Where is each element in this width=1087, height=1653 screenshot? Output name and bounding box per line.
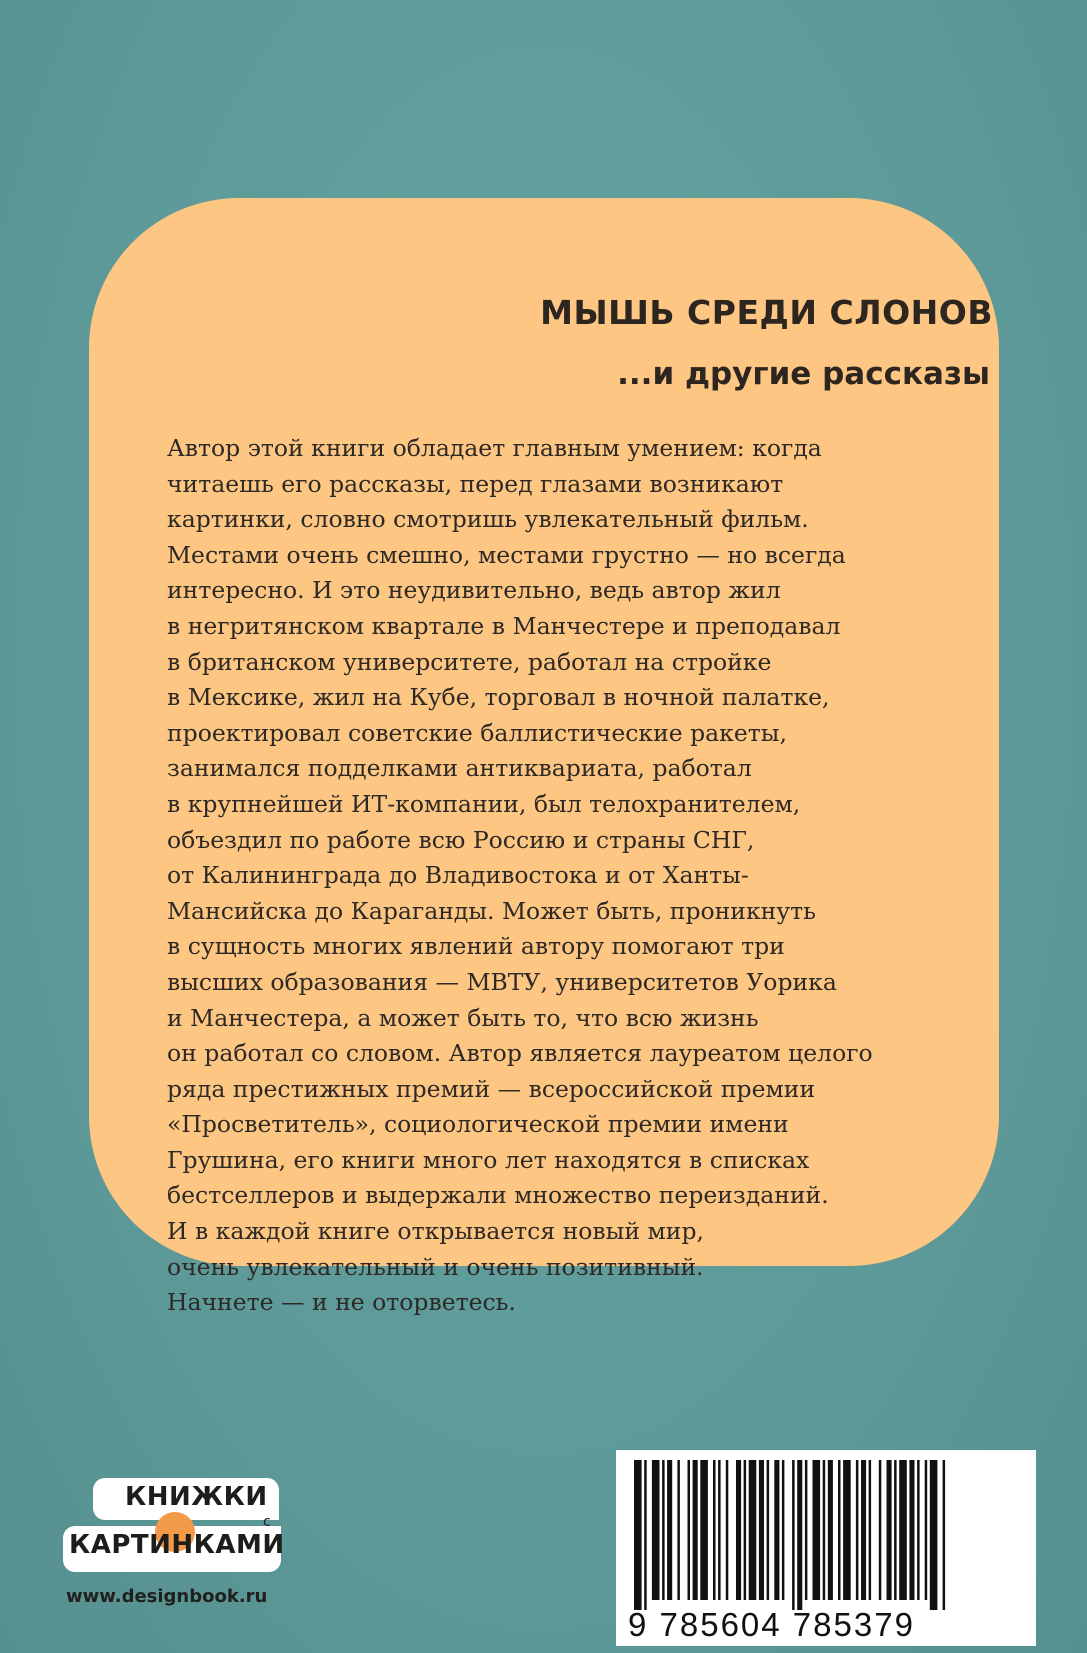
barcode-bar <box>726 1460 729 1600</box>
barcode-bar <box>736 1460 741 1600</box>
barcode-bar <box>887 1460 892 1600</box>
barcode-bar <box>667 1460 672 1600</box>
logo-top-word: КНИЖКИ <box>125 1482 268 1512</box>
barcode-bar <box>879 1460 882 1600</box>
barcode-bar <box>899 1460 907 1600</box>
barcode-bar <box>744 1460 747 1600</box>
description-line: «Просветитель», социологической премии имени <box>167 1110 789 1139</box>
description-line: от Калининграда до Владивостока и от Ханты- <box>167 861 749 890</box>
barcode-bar <box>805 1460 808 1600</box>
description-line: и Манчестера, а может быть то, что всю жизнь <box>167 1003 759 1032</box>
barcode-bar <box>652 1460 660 1600</box>
barcode-bar <box>828 1460 833 1600</box>
description-line: в британском университете, работал на стройке <box>167 647 772 676</box>
barcode-bar <box>843 1460 851 1600</box>
publisher-site: www.designbook.ru <box>66 1586 268 1607</box>
barcode-bars-icon <box>634 1460 1018 1610</box>
description-line: в крупнейшей ИТ-компании, был телохранителем, <box>167 789 801 818</box>
description-line: занимался подделками антиквариата, работал <box>167 754 752 783</box>
book-description <box>167 431 967 1321</box>
description-line: Начнете — и не оторветесь. <box>167 1288 516 1317</box>
description-line: интересно. И это неудивительно, ведь автор жил <box>167 576 781 605</box>
description-line: Местами очень смешно, местами грустно — но всегда <box>167 540 846 569</box>
description-line: проектировал советские баллистические ракеты, <box>167 718 787 747</box>
barcode-bar <box>856 1460 859 1600</box>
barcode-bar <box>943 1460 946 1610</box>
description-line: Грушина, его книги много лет находятся в списках <box>167 1145 810 1174</box>
description-line: в негритянском квартале в Манчестере и преподавал <box>167 611 841 640</box>
barcode-bar <box>838 1460 841 1600</box>
isbn-number: 9 785604 785379 <box>628 1606 915 1643</box>
barcode-bar <box>925 1460 928 1600</box>
barcode-bar <box>662 1460 665 1600</box>
logo-with-word: с <box>263 1514 271 1530</box>
barcode-bar <box>894 1460 897 1600</box>
publisher-logo <box>63 1478 285 1576</box>
book-subtitle: ...и другие рассказы <box>617 356 990 392</box>
barcode-bar <box>677 1460 680 1600</box>
description-line: читаешь его рассказы, перед глазами возникают <box>167 469 784 498</box>
description-line: бестселлеров и выдержали множество переизданий. <box>167 1181 829 1210</box>
barcode-bar <box>774 1460 779 1600</box>
barcode-bar <box>869 1460 872 1600</box>
barcode-bar <box>718 1460 721 1600</box>
description-line: в сущность многих явлений автору помогают три <box>167 932 785 961</box>
description-line: И в каждой книге открывается новый мир, <box>167 1217 704 1246</box>
description-line: он работал со словом. Автор является лауреатом целого <box>167 1039 873 1068</box>
barcode-bar <box>688 1460 691 1600</box>
barcode-bar <box>823 1460 826 1600</box>
barcode-bar <box>861 1460 866 1600</box>
description-line: в Мексике, жил на Кубе, торговал в ночной палатке, <box>167 683 830 712</box>
barcode-bar <box>749 1460 757 1600</box>
barcode-bar <box>782 1460 785 1600</box>
description-line: объездил по работе всю Россию и страны СНГ, <box>167 825 755 854</box>
barcode-bar <box>634 1460 642 1610</box>
barcode-bar <box>644 1460 647 1610</box>
barcode-bar <box>759 1460 764 1600</box>
book-title: МЫШЬ СРЕДИ СЛОНОВ <box>540 293 993 332</box>
barcode-bar <box>797 1460 802 1610</box>
barcode-bar <box>700 1460 708 1600</box>
description-line: картинки, словно смотришь увлекательный фильм. <box>167 505 809 534</box>
barcode-bar <box>792 1460 795 1610</box>
barcode-bar <box>909 1460 914 1600</box>
description-line: очень увлекательный и очень позитивный. <box>167 1252 704 1281</box>
barcode-bar <box>813 1460 821 1600</box>
description-line: Автор этой книги обладает главным умением: когда <box>167 434 822 462</box>
barcode-bar <box>713 1460 716 1600</box>
barcode-bar <box>693 1460 698 1600</box>
barcode-bar <box>767 1460 770 1600</box>
description-line: Мансийска до Караганды. Может быть, проникнуть <box>167 896 816 925</box>
barcode-bar <box>930 1460 938 1610</box>
description-line: ряда престижных премий — всероссийской премии <box>167 1074 816 1103</box>
logo-bottom-word: КАРТИНКАМИ <box>69 1530 285 1560</box>
barcode-bar <box>917 1460 920 1600</box>
description-line: высших образования — МВТУ, университетов Уорика <box>167 967 837 996</box>
